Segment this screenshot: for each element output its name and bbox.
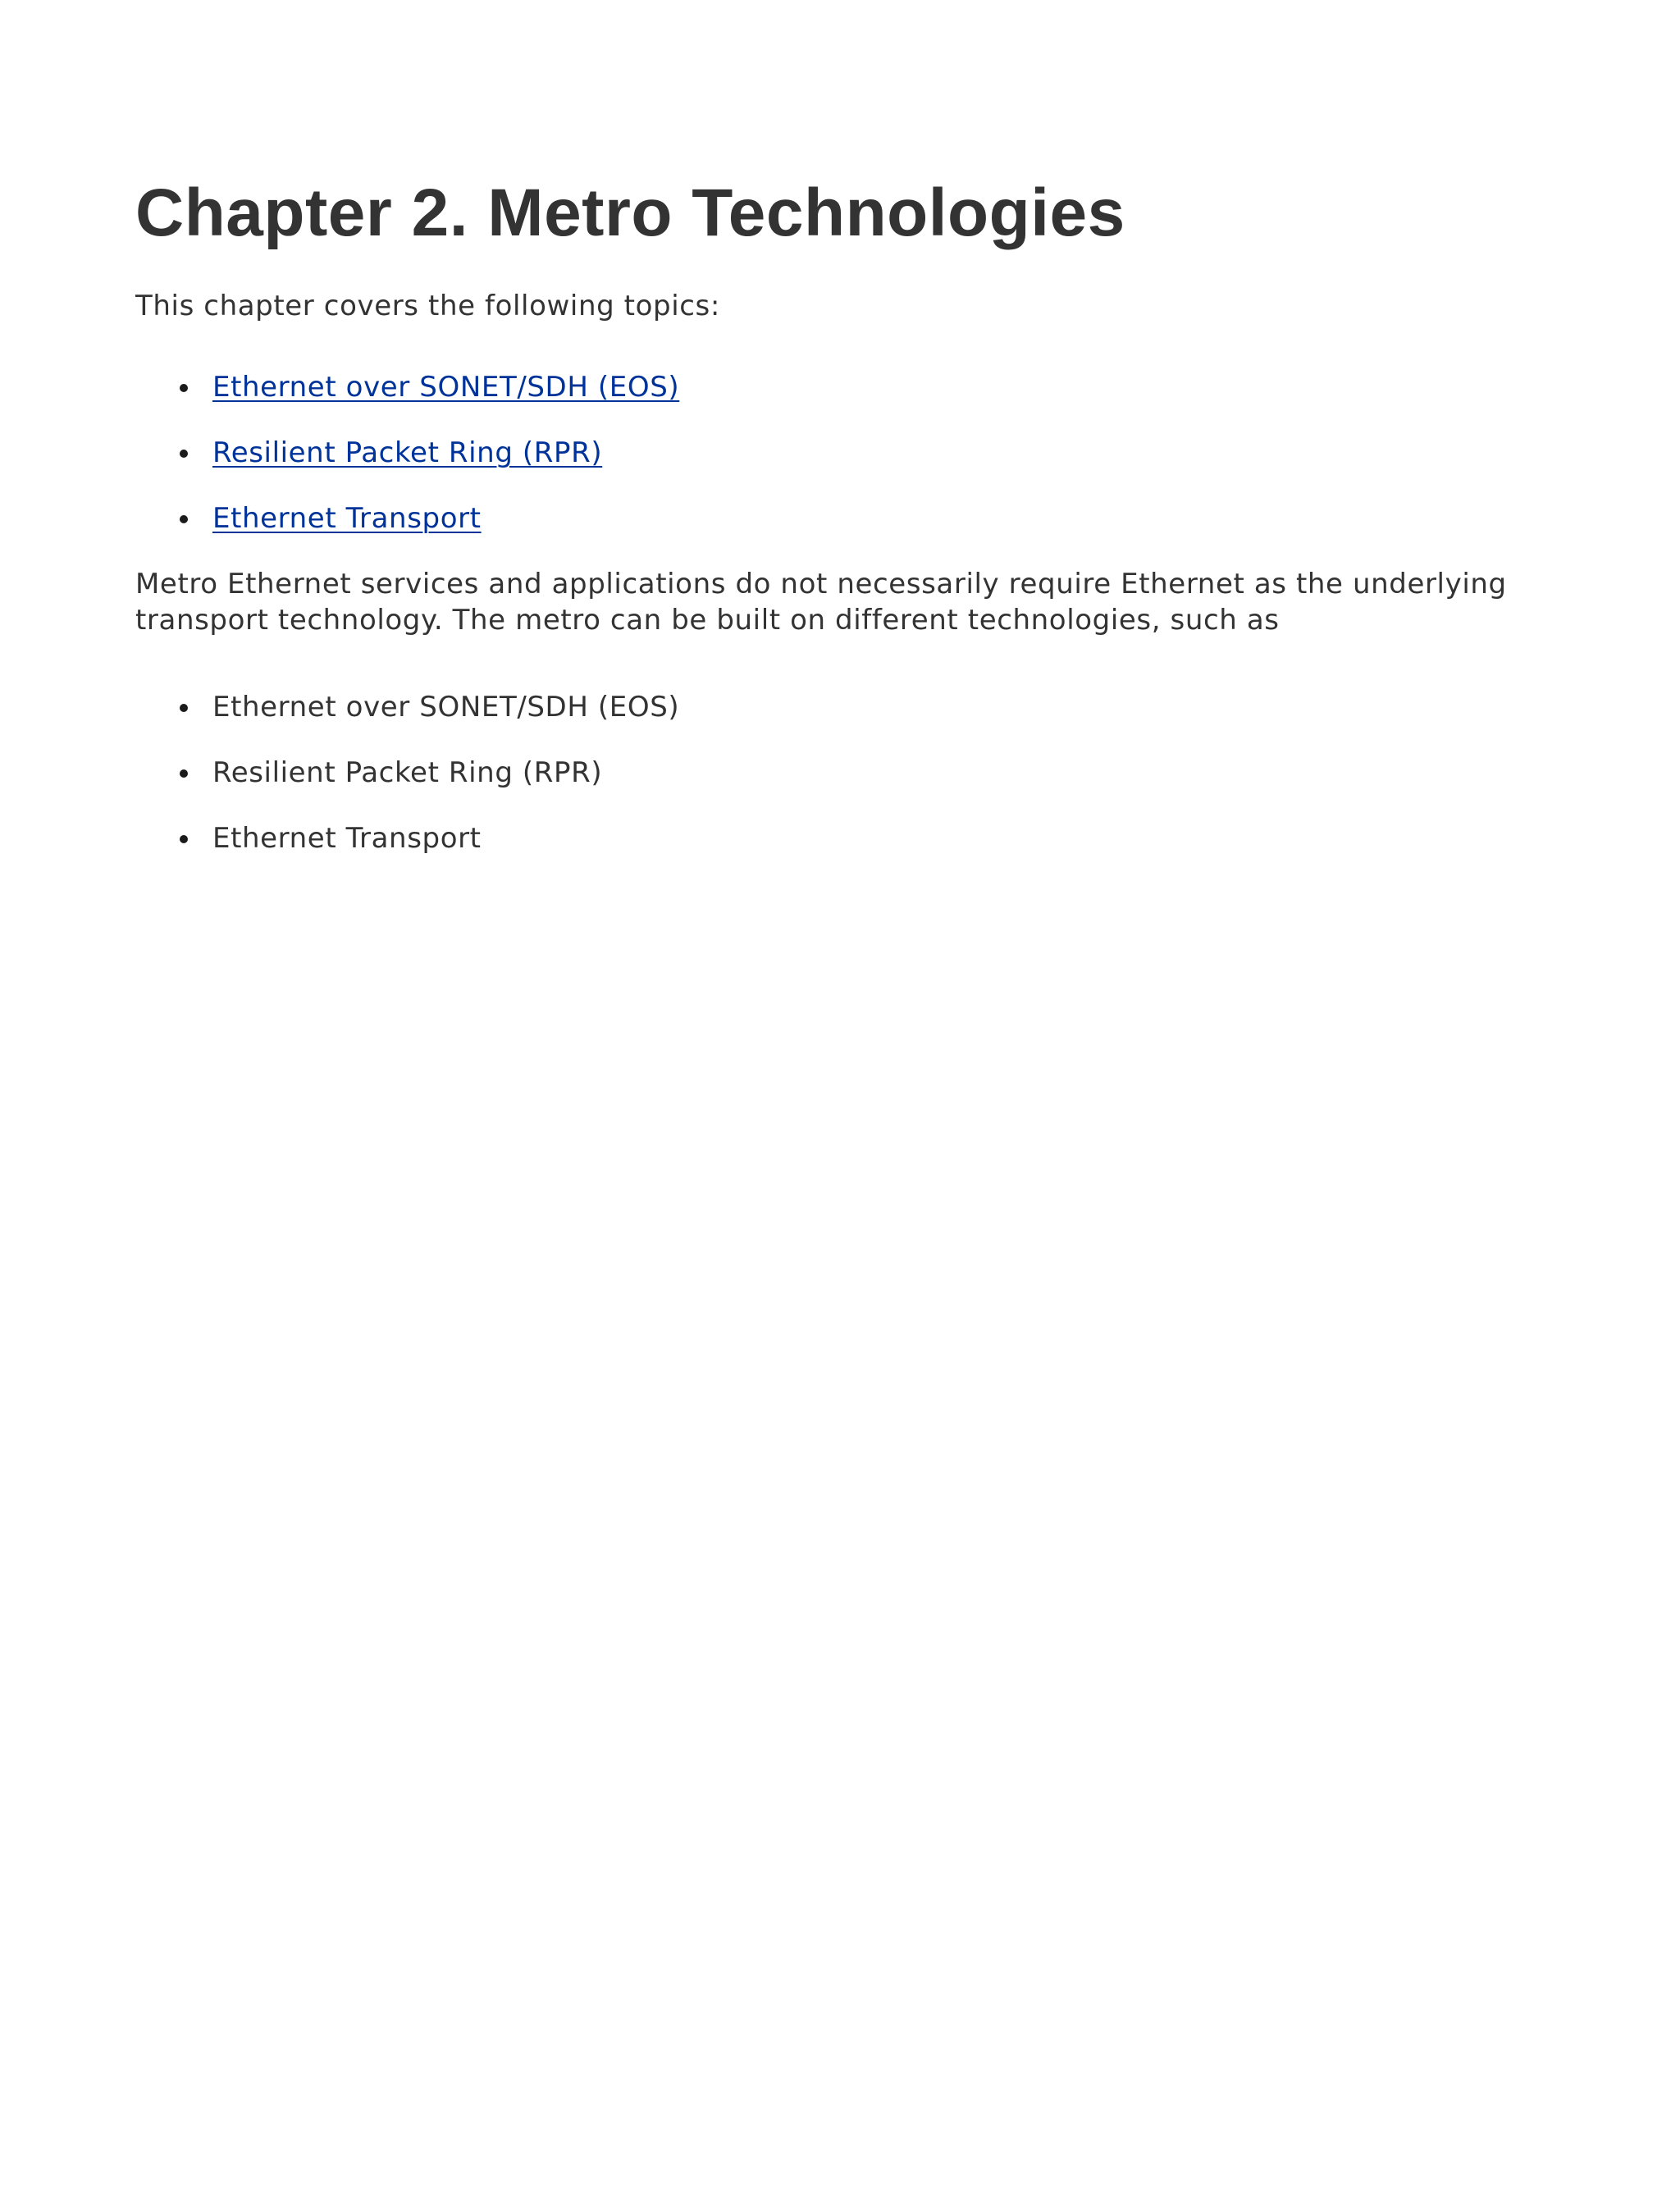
list-item: Resilient Packet Ring (RPR) — [135, 755, 1546, 791]
chapter-intro: This chapter covers the following topics: — [135, 290, 720, 322]
list-item — [135, 369, 1546, 405]
list-item — [135, 500, 1546, 536]
list-item — [135, 435, 1546, 471]
list-item: Ethernet over SONET/SDH (EOS) — [135, 689, 1546, 725]
topic-link-ethernet-transport[interactable]: Ethernet Transport — [212, 502, 482, 535]
topic-link-rpr[interactable]: Resilient Packet Ring (RPR) — [212, 436, 603, 469]
technology-list — [135, 689, 1546, 856]
body-paragraph: Metro Ethernet services and applications do not necessarily require Ethernet as the underlying transport technology. The metro can be built on different technologies, such as — [135, 568, 1507, 637]
topic-link-eos[interactable]: Ethernet over SONET/SDH (EOS) — [212, 371, 680, 404]
topic-link-list — [135, 369, 1546, 536]
list-item: Ethernet Transport — [135, 820, 1546, 856]
chapter-title: Chapter 2. Metro Technologies — [135, 176, 1125, 250]
document-page — [135, 168, 1546, 886]
